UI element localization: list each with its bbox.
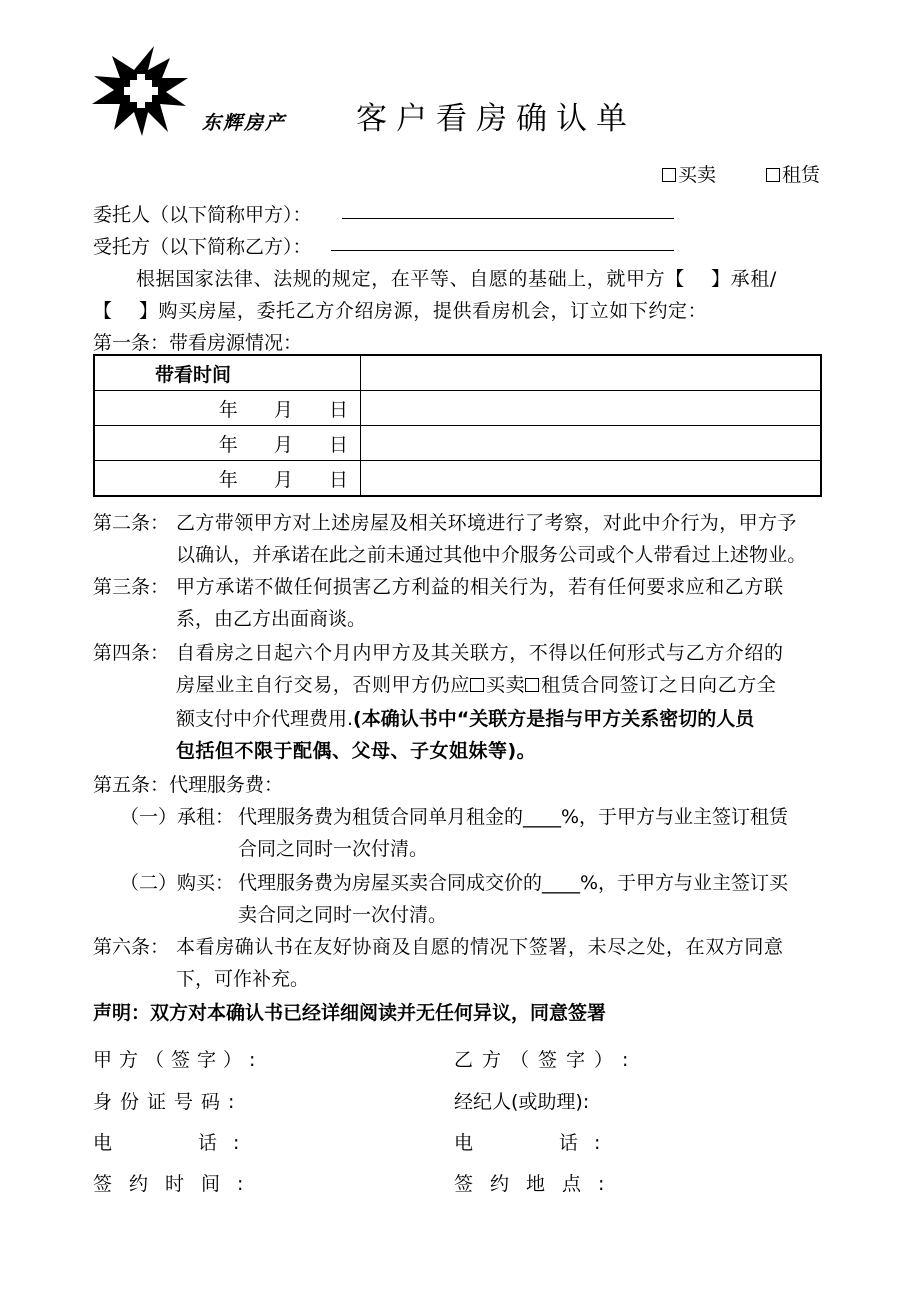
table-cell[interactable] xyxy=(361,426,822,461)
table-row xyxy=(94,461,821,497)
month-label: 月 xyxy=(273,433,293,456)
table-cell[interactable] xyxy=(361,461,822,497)
article4-line2 xyxy=(176,670,776,697)
table-row xyxy=(94,355,821,391)
sig-id-number: 身份证号码: xyxy=(93,1091,243,1113)
agent-row xyxy=(93,232,312,259)
article5-item2-label: （二）购买： xyxy=(120,872,235,894)
sig-party-b: 乙方（签字）: xyxy=(454,1049,638,1071)
sig-phone-a: 电 话: xyxy=(93,1132,256,1154)
article5-heading: 第五条：代理服务费： xyxy=(93,774,284,796)
article1-heading: 第一条：带看房源情况： xyxy=(93,332,303,354)
year-label: 年 xyxy=(218,468,238,491)
article4-line4: 包括但不限于配偶、父母、子女姐妹等)。 xyxy=(176,740,537,762)
visit-time-header: 带看时间 xyxy=(94,355,361,391)
sale-checkbox[interactable] xyxy=(662,168,676,182)
visit-table xyxy=(93,354,822,497)
lease-checkbox[interactable] xyxy=(766,168,780,182)
lease-label: 租赁 xyxy=(782,164,821,186)
option-sale[interactable] xyxy=(662,160,716,187)
sale-label: 买卖 xyxy=(678,164,717,186)
sig-broker: 经纪人(或助理): xyxy=(454,1091,590,1113)
principal-field[interactable] xyxy=(342,200,674,219)
article4-bold-note: (本确认书中“关联方是指与甲方关系密切的人员 xyxy=(353,708,755,730)
article3-line2: 系，由乙方出面商谈。 xyxy=(176,608,367,630)
company-logo-icon xyxy=(90,44,190,136)
article4-sale-label: 买卖 xyxy=(486,674,526,696)
article5-item1-label: （一）承租： xyxy=(120,806,235,828)
sig-phone-b: 电 话: xyxy=(454,1132,617,1154)
article4-line1: 自看房之日起六个月内甲方及其关联方，不得以任何形式与乙方介绍的 xyxy=(176,642,784,664)
day-label: 日 xyxy=(328,433,348,456)
article3-label: 第三条： xyxy=(93,576,170,598)
article4-line3 xyxy=(176,704,754,731)
table-row xyxy=(94,426,821,461)
statement: 声明：双方对本确认书已经详细阅读并无任何异议，同意签署 xyxy=(93,1002,607,1024)
sig-place: 签约地点: xyxy=(454,1173,622,1195)
table-cell[interactable] xyxy=(361,355,822,391)
visit-date-cell[interactable] xyxy=(94,461,361,497)
article6-line2: 下，可作补充。 xyxy=(176,968,310,990)
article4-text: 房屋业主自行交易，否则甲方仍应 xyxy=(176,674,471,696)
article5-item1-line1: 代理服务费为租赁合同单月租金的____%，于甲方与业主签订租赁 xyxy=(238,806,789,828)
principal-label: 委托人（以下简称甲方）： xyxy=(93,204,312,226)
page-title: 客户看房确认单 xyxy=(356,101,636,137)
article2-line1: 乙方带领甲方对上述房屋及相关环境进行了考察，对此中介行为，甲方予 xyxy=(176,512,797,534)
article5-item2-line2: 卖合同之同时一次付清。 xyxy=(238,904,448,926)
visit-date-cell[interactable] xyxy=(94,391,361,426)
article2-label: 第二条： xyxy=(93,512,170,534)
article4-text: 租赁合同签订之日向乙方全 xyxy=(541,674,777,696)
article4-text: 额支付中介代理费用. xyxy=(176,708,354,730)
article2-line2: 以确认，并承诺在此之前未通过其他中介服务公司或个人带看过上述物业。 xyxy=(176,544,807,566)
preamble-line1: 根据国家法律、法规的规定，在平等、自愿的基础上，就甲方【 】承租/ xyxy=(136,268,777,290)
preamble-line2: 【 】购买房屋，委托乙方介绍房源，提供看房机会，订立如下约定： xyxy=(93,300,708,322)
article3-line1: 甲方承诺不做任何损害乙方利益的相关行为，若有任何要求应和乙方联 xyxy=(176,576,784,598)
company-name: 东辉房产 xyxy=(202,112,287,134)
month-label: 月 xyxy=(273,398,293,421)
article5-item1-line2: 合同之同时一次付清。 xyxy=(238,838,429,860)
principal-row xyxy=(93,200,312,227)
day-label: 日 xyxy=(328,398,348,421)
agent-field[interactable] xyxy=(331,232,674,251)
option-lease[interactable] xyxy=(766,160,820,187)
month-label: 月 xyxy=(273,468,293,491)
sig-party-a: 甲方（签字）: xyxy=(93,1049,263,1071)
year-label: 年 xyxy=(218,433,238,456)
sig-date: 签约时间: xyxy=(93,1173,261,1195)
article5-item2-line1: 代理服务费为房屋买卖合同成交价的____%，于甲方与业主签订买 xyxy=(238,872,789,894)
article4-label: 第四条： xyxy=(93,642,170,664)
article6-line1: 本看房确认书在友好协商及自愿的情况下签署，未尽之处，在双方同意 xyxy=(176,936,784,958)
day-label: 日 xyxy=(328,468,348,491)
article6-label: 第六条： xyxy=(93,936,170,958)
visit-date-cell[interactable] xyxy=(94,426,361,461)
table-cell[interactable] xyxy=(361,391,822,426)
article4-lease-checkbox[interactable] xyxy=(525,678,539,692)
agent-label: 受托方（以下简称乙方）： xyxy=(93,236,312,258)
article4-sale-checkbox[interactable] xyxy=(470,678,484,692)
year-label: 年 xyxy=(218,398,238,421)
table-row xyxy=(94,391,821,426)
